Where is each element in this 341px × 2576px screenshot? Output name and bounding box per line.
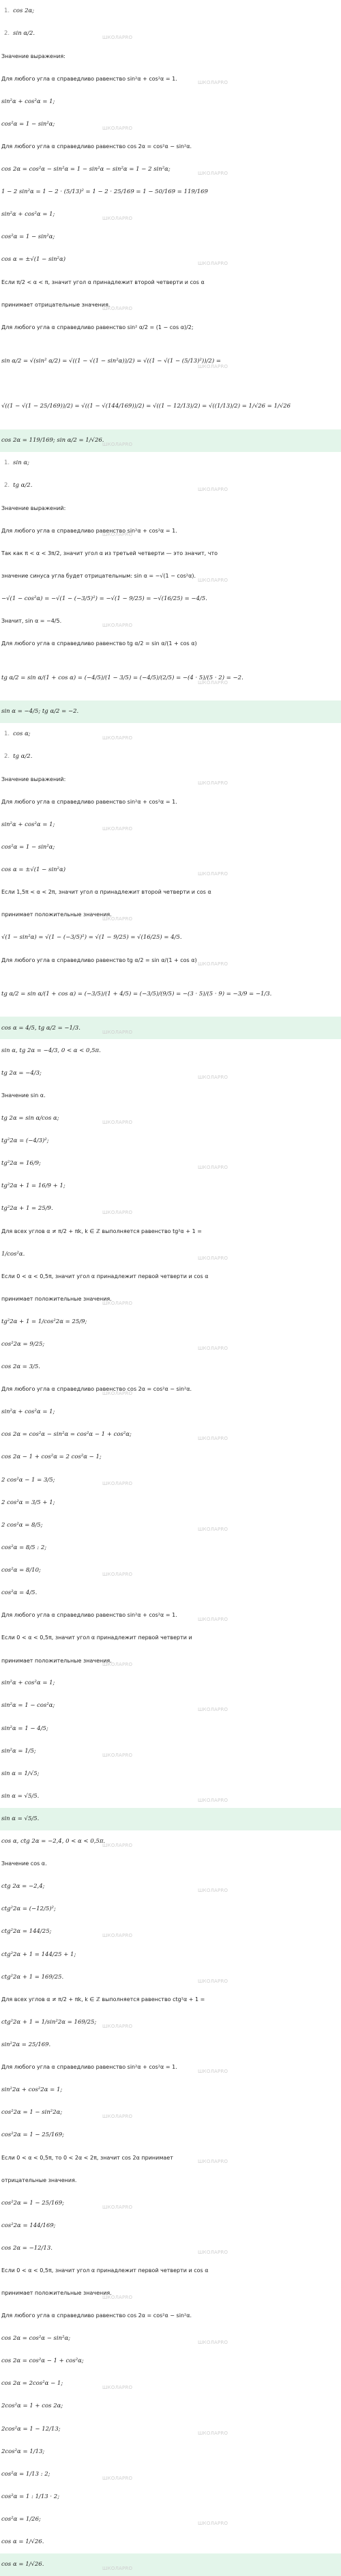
text-line — [0, 768, 341, 791]
line-text: 2cos²α = 1 + cos 2α; — [1, 2403, 63, 2410]
formula-line — [0, 0, 341, 23]
line-text: отрицательные значения. — [1, 2177, 77, 2183]
formula-line — [0, 655, 341, 700]
line-text: cos 2α = 119/169; sin α/2 = 1/√26. — [1, 437, 104, 444]
watermark-stamp: ШКОЛАPRO — [198, 2340, 228, 2346]
watermark-stamp: ШКОЛАPRO — [102, 916, 133, 922]
formula-line — [0, 2373, 341, 2395]
formula-line — [0, 2395, 341, 2418]
text-line — [0, 542, 341, 565]
line-text: ctg²2α + 1 = 1/sin²2α = 169/25; — [1, 2018, 97, 2026]
line-text: 1/cos²α. — [1, 1250, 25, 1258]
text-line — [0, 1220, 341, 1243]
watermark-stamp: ШКОЛАPRO — [198, 2159, 228, 2165]
formula-line — [0, 2192, 341, 2214]
list-number: 2. — [4, 753, 10, 761]
formula-line — [0, 2011, 341, 2034]
line-text: принимает положительные значения. — [1, 911, 112, 918]
text-line — [0, 316, 341, 339]
formula-line — [0, 1469, 341, 1491]
line-text: tg α/2 = sin α/(1 + cos α) = (−3/5)/(1 + 4/5) = (−3/5)/(9/5) = −(3 · 5)/(5 · 9) = −3/9 = −1/3. — [1, 990, 272, 997]
line-text: Значение cos α. — [1, 1860, 47, 1867]
formula-line — [0, 1062, 341, 1085]
watermark-stamp: ШКОЛАPRO — [102, 442, 133, 448]
watermark-stamp: ШКОЛАPRO — [198, 1978, 228, 1984]
line-text: ctg²2α = (−12/5)²; — [1, 1906, 56, 1913]
line-text: tg α/2 = sin α/(1 + cos α) = (−4/5)/(1 − 3/5) = (−4/5)/(2/5) = −(4 · 5)/(5 · 2) = −2. — [1, 674, 243, 681]
line-text: cos²α = 8/5 : 2; — [1, 1544, 47, 1551]
line-text: Если π/2 < α < π, значит угол α принадлежит второй четверти и cos α — [1, 279, 205, 285]
watermark-stamp: ШКОЛАPRO — [198, 1617, 228, 1623]
text-line — [0, 497, 341, 520]
line-text: cos²α = 1 − sin²α; — [1, 843, 55, 851]
line-text: ctg²2α + 1 = 144/25 + 1; — [1, 1951, 76, 1958]
formula-line — [0, 339, 341, 384]
text-line — [0, 1085, 341, 1107]
line-text: sin²2α + cos²2α = 1; — [1, 2086, 63, 2094]
formula-line — [0, 1943, 341, 1966]
answer-line — [0, 2553, 341, 2576]
line-text: Для всех углов α ≠ π/2 + πk, k ∈ ℤ выполняется равенство tg²α + 1 = — [1, 1228, 202, 1234]
text-line — [0, 68, 341, 90]
watermark-stamp: ШКОЛАPRO — [198, 961, 228, 967]
watermark-stamp: ШКОЛАPRO — [198, 1888, 228, 1894]
line-text: cos 2α = cos²α − sin²α; — [1, 2335, 71, 2343]
formula-line — [0, 2486, 341, 2508]
line-text: tg 2α = −4/3; — [1, 1069, 42, 1077]
formula-line — [0, 226, 341, 249]
text-line — [0, 949, 341, 972]
formula-line — [0, 1130, 341, 1152]
line-text: sin α = −4/5; tg α/2 = −2. — [1, 708, 79, 716]
watermark-stamp: ШКОЛАPRO — [102, 1481, 133, 1487]
formula-line — [0, 2079, 341, 2101]
line-text: Для любого угла α справедливо равенство sin²α + cos²α = 1. — [1, 75, 177, 82]
formula-line — [0, 588, 341, 610]
line-text: tg 2α = sin α/cos α; — [1, 1114, 59, 1122]
line-text: 2cos²α = 1/13; — [1, 2448, 45, 2455]
text-line — [0, 294, 341, 316]
line-text: Если 0 < α < 0,5π, то 0 < 2α < 2π, значит cos 2α принимает — [1, 2154, 173, 2161]
text-line — [0, 1853, 341, 1876]
formula-line — [0, 1356, 341, 1378]
list-number: 2. — [4, 482, 10, 490]
watermark-stamp: ШКОЛАPRO — [198, 487, 228, 493]
text-line — [0, 1378, 341, 1401]
line-text: Для любого угла α справедливо равенство tg α/2 = sin α/(1 + cos α) — [1, 640, 197, 647]
watermark-stamp: ШКОЛАPRO — [102, 1933, 133, 1939]
line-text: cos α, ctg 2α = −2,4, 0 < α < 0,5π. — [1, 1838, 106, 1845]
watermark-stamp: ШКОЛАPRO — [102, 216, 133, 222]
line-text: 2 cos²α = 8/5; — [1, 1521, 43, 1529]
watermark-stamp: ШКОЛАPRO — [102, 2385, 133, 2391]
formula-line — [0, 23, 341, 45]
line-text: cos α = ±√(1 − sin²α) — [1, 866, 66, 873]
formula-line — [0, 723, 341, 746]
line-text: cos²α = 1/13 : 2; — [1, 2470, 50, 2478]
line-text: ctg 2α = −2,4; — [1, 1883, 45, 1891]
line-text: Для любого угла α справедливо равенство sin²α + cos²α = 1. — [1, 527, 177, 534]
line-text: tg α/2. — [13, 753, 33, 761]
line-text: cos α = 4/5, tg α/2 = −1/3. — [1, 1024, 80, 1032]
text-line — [0, 1650, 341, 1672]
line-text: cos 2α = cos²α − sin²α = cos²α − 1 + cos²α; — [1, 1431, 132, 1439]
formula-line — [0, 1198, 341, 1220]
formula-line — [0, 2350, 341, 2373]
line-text: Для любого угла α справедливо равенство cos 2α = cos²α − sin²α. — [1, 2312, 192, 2319]
line-text: sin α/2. — [13, 30, 35, 38]
line-text: sin²α + cos²α = 1; — [1, 1680, 55, 1687]
formula-line — [0, 1039, 341, 1062]
line-text: cos²α = 4/5. — [1, 1589, 38, 1596]
line-text: 2cos²α = 1 − 12/13; — [1, 2425, 61, 2433]
formula-line — [0, 1243, 341, 1265]
line-text: sin²α = 1 − 4/5; — [1, 1725, 48, 1732]
formula-line — [0, 384, 341, 429]
formula-line — [0, 1695, 341, 1717]
text-line — [0, 610, 341, 633]
text-line — [0, 1265, 341, 1288]
formula-line — [0, 2327, 341, 2350]
line-text: sin²2α = 25/169. — [1, 2041, 51, 2048]
line-text: 2 cos²α = 3/5 + 1; — [1, 1499, 55, 1506]
answer-line — [0, 1808, 341, 1830]
text-line — [0, 2056, 341, 2079]
text-line — [0, 2305, 341, 2327]
line-text: Так как π < α < 3π/2, значит угол α из третьей четверти — это значит, что — [1, 550, 218, 556]
text-line — [0, 565, 341, 587]
line-text: значение синуса угла будет отрицательным: sin α = −√(1 − cos²α). — [1, 572, 196, 579]
answer-line — [0, 700, 341, 723]
formula-line — [0, 2440, 341, 2463]
watermark-stamp: ШКОЛАPRO — [198, 2430, 228, 2436]
line-text: Если 0 < α < 0,5π, значит угол α принадлежит первой четверти и cos α — [1, 1273, 209, 1279]
text-line — [0, 1288, 341, 1311]
watermark-stamp: ШКОЛАPRO — [102, 2023, 133, 2029]
line-text: Для всех углов α ≠ π/2 + πk, k ∈ ℤ выполняется равенство ctg²α + 1 = — [1, 1996, 205, 2003]
line-text: sin²α + cos²α = 1; — [1, 211, 55, 218]
text-line — [0, 2260, 341, 2282]
watermark-stamp: ШКОЛАPRO — [102, 735, 133, 741]
formula-line — [0, 2463, 341, 2486]
formula-line — [0, 1785, 341, 1808]
line-text: cos α; — [13, 731, 31, 738]
line-text: принимает отрицательные значения. — [1, 301, 110, 308]
line-text: cos²α = 8/10; — [1, 1566, 41, 1574]
watermark-stamp: ШКОЛАPRO — [198, 1707, 228, 1713]
line-text: Значение выражений: — [1, 776, 66, 782]
watermark-stamp: ШКОЛАPRO — [198, 170, 228, 176]
line-text: cos α = 1/√26. — [1, 2561, 44, 2568]
line-text: Для любого угла α справедливо равенство sin²α + cos²α = 1. — [1, 1612, 177, 1619]
formula-line — [0, 1672, 341, 1695]
text-line — [0, 2169, 341, 2192]
line-text: tg²2α + 1 = 1/cos²2α = 25/9; — [1, 1318, 87, 1325]
watermark-stamp: ШКОЛАPRO — [102, 1571, 133, 1577]
formula-line — [0, 2101, 341, 2124]
watermark-stamp: ШКОЛАPRO — [198, 1526, 228, 1532]
line-text: ctg²2α + 1 = 169/25. — [1, 1973, 64, 1981]
text-line — [0, 520, 341, 542]
line-text: Для любого угла α справедливо равенство cos 2α = cos²α − sin²α. — [1, 143, 192, 150]
line-text: cos α = 1/√26. — [1, 2538, 44, 2546]
formula-line — [0, 90, 341, 113]
formula-line — [0, 2034, 341, 2056]
formula-line — [0, 1175, 341, 1198]
line-text: Если 1,5π < α < 2π, значит угол α принадлежит второй четверти и cos α — [1, 889, 211, 896]
formula-line — [0, 813, 341, 836]
watermark-stamp: ШКОЛАPRO — [102, 2114, 133, 2120]
formula-line — [0, 1537, 341, 1559]
watermark-stamp: ШКОЛАPRO — [102, 1029, 133, 1035]
formula-line — [0, 859, 341, 881]
watermark-stamp: ШКОЛАPRO — [102, 825, 133, 832]
watermark-stamp: ШКОЛАPRO — [102, 1300, 133, 1306]
text-line — [0, 2282, 341, 2305]
formula-line — [0, 1107, 341, 1130]
watermark-stamp: ШКОЛАPRO — [102, 532, 133, 538]
line-text: Для любого угла α справедливо равенство sin² α/2 = (1 − cos α)/2; — [1, 324, 194, 330]
text-line — [0, 904, 341, 926]
watermark-stamp: ШКОЛАPRO — [198, 363, 228, 369]
line-text: cos 2α; — [13, 8, 35, 15]
formula-line — [0, 2214, 341, 2237]
formula-line — [0, 475, 341, 497]
list-number: 2. — [4, 30, 10, 38]
line-text: cos 2α − 1 + cos²α = 2 cos²α − 1; — [1, 1454, 102, 1461]
line-text: √(1 − sin²α) = √(1 − (−3/5)²) = √(1 − 9/25) = √(16/25) = 4/5. — [1, 934, 182, 942]
watermark-stamp: ШКОЛАPRO — [102, 35, 133, 41]
watermark-stamp: ШКОЛАPRO — [102, 1119, 133, 1125]
formula-line — [0, 1514, 341, 1536]
watermark-stamp: ШКОЛАPRO — [102, 2294, 133, 2300]
formula-line — [0, 926, 341, 949]
line-text: ctg²2α = 144/25; — [1, 1928, 52, 1936]
line-text: Для любого угла α справедливо равенство sin²α + cos²α = 1. — [1, 2064, 177, 2071]
list-number: 1. — [4, 731, 10, 738]
watermark-stamp: ШКОЛАPRO — [102, 2475, 133, 2481]
watermark-stamp: ШКОЛАPRO — [198, 577, 228, 583]
text-line — [0, 136, 341, 158]
watermark-stamp: ШКОЛАPRO — [198, 2520, 228, 2526]
formula-line — [0, 113, 341, 135]
line-text: cos²α = 1/26; — [1, 2515, 41, 2523]
line-text: принимает положительные значения. — [1, 2290, 112, 2297]
watermark-stamp: ШКОЛАPRO — [102, 1752, 133, 1758]
line-text: sin α = 1/√5; — [1, 1770, 40, 1777]
formula-line — [0, 1559, 341, 1582]
formula-line — [0, 1740, 341, 1762]
formula-line — [0, 746, 341, 768]
line-text: cos 2α = −12/13. — [1, 2244, 53, 2252]
formula-line — [0, 181, 341, 203]
formula-line — [0, 1333, 341, 1356]
watermark-stamp: ШКОЛАPRO — [102, 622, 133, 628]
line-text: tg²2α = (−4/3)²; — [1, 1137, 49, 1145]
line-text: sin α/2 = √(sin² α/2) = √((1 − √(1 − sin²α))/2) = √((1 − √(1 − (5/13)²))/2) = — [1, 358, 221, 365]
answer-line — [0, 429, 341, 452]
watermark-stamp: ШКОЛАPRO — [198, 1255, 228, 1261]
formula-line — [0, 2124, 341, 2147]
watermark-stamp: ШКОЛАPRO — [102, 1210, 133, 1216]
formula-line — [0, 1424, 341, 1446]
watermark-stamp: ШКОЛАPRO — [198, 261, 228, 267]
formula-line — [0, 249, 341, 271]
line-text: Значит, sin α = −4/5. — [1, 618, 62, 625]
text-line — [0, 1627, 341, 1650]
watermark-stamp: ШКОЛАPRO — [198, 680, 228, 686]
line-text: принимает положительные значения. — [1, 1296, 112, 1303]
formula-line — [0, 203, 341, 226]
text-line — [0, 881, 341, 904]
line-text: cos²2α = 1 − sin²2α; — [1, 2109, 63, 2117]
line-text: tg α/2. — [13, 482, 33, 490]
watermark-stamp: ШКОЛАPRO — [102, 1391, 133, 1397]
formula-line — [0, 1491, 341, 1514]
text-line — [0, 271, 341, 294]
formula-line — [0, 1830, 341, 1853]
formula-line — [0, 158, 341, 181]
text-line — [0, 633, 341, 655]
formula-line — [0, 2508, 341, 2531]
watermark-stamp: ШКОЛАPRO — [102, 1662, 133, 1668]
list-number: 1. — [4, 8, 10, 15]
text-line — [0, 1988, 341, 2011]
answer-line — [0, 1017, 341, 1039]
formula-line — [0, 1401, 341, 1424]
line-text: cos²α = 1 : 1/13 · 2; — [1, 2493, 60, 2500]
line-text: Значение выражения: — [1, 53, 65, 59]
formula-line — [0, 1898, 341, 1921]
watermark-stamp: ШКОЛАPRO — [198, 1074, 228, 1080]
formula-line — [0, 1763, 341, 1785]
watermark-stamp: ШКОЛАPRO — [198, 1345, 228, 1351]
line-text: cos²α = 1 − sin²α; — [1, 120, 55, 128]
formula-line — [0, 1876, 341, 1898]
line-text: Если 0 < α < 0,5π, значит угол α принадлежит первой четверти и — [1, 1634, 192, 1641]
line-text: tg²2α + 1 = 25/9. — [1, 1205, 53, 1213]
formula-line — [0, 1152, 341, 1175]
line-text: sin²α = 1/5; — [1, 1747, 36, 1755]
line-text: sin²α + cos²α = 1; — [1, 821, 55, 828]
watermark-stamp: ШКОЛАPRO — [198, 871, 228, 877]
formula-line — [0, 2237, 341, 2260]
formula-line — [0, 1446, 341, 1469]
line-text: cos²2α = 9/25; — [1, 1340, 45, 1348]
line-text: принимает положительные значения. — [1, 1657, 112, 1664]
watermark-stamp: ШКОЛАPRO — [198, 2068, 228, 2074]
line-text: cos 2α = 2cos²α − 1; — [1, 2380, 63, 2388]
text-line — [0, 45, 341, 68]
formula-line — [0, 2418, 341, 2440]
line-text: sin²α + cos²α = 1; — [1, 98, 55, 105]
formula-line — [0, 1582, 341, 1604]
formula-line — [0, 1921, 341, 1943]
line-text: 2 cos²α − 1 = 3/5; — [1, 1476, 55, 1484]
list-number: 1. — [4, 459, 10, 467]
line-text: Если 0 < α < 0,5π, значит угол α принадлежит первой четверти и cos α — [1, 2267, 209, 2274]
line-text: Для любого угла α справедливо равенство cos 2α = cos²α − sin²α. — [1, 1386, 192, 1393]
watermark-stamp: ШКОЛАPRO — [198, 1165, 228, 1171]
formula-line — [0, 972, 341, 1017]
line-text: cos²2α = 1 − 25/169; — [1, 2132, 65, 2139]
line-text: tg²2α = 16/9; — [1, 1160, 41, 1167]
line-text: sin²α + cos²α = 1; — [1, 1409, 55, 1416]
watermark-stamp: ШКОЛАPRO — [102, 1843, 133, 1849]
line-text: cos²2α = 144/169; — [1, 2222, 56, 2229]
line-text: cos α = ±√(1 − sin²α) — [1, 256, 66, 264]
watermark-stamp: ШКОЛАPRO — [102, 2566, 133, 2572]
watermark-stamp: ШКОЛАPRO — [102, 125, 133, 131]
line-text: cos²α = 1 − sin²α; — [1, 233, 55, 241]
line-text: Значение sin α. — [1, 1092, 46, 1099]
watermark-stamp: ШКОЛАPRO — [198, 2249, 228, 2255]
line-text: sin α = √5/5. — [1, 1792, 40, 1800]
formula-line — [0, 1966, 341, 1988]
text-line — [0, 2147, 341, 2169]
line-text: cos 2α = cos²α − sin²α = 1 − sin²α − sin²α = 1 − 2 sin²α; — [1, 165, 170, 173]
line-text: sin α; — [13, 459, 29, 467]
line-text: √((1 − √(1 − 25/169))/2) = √((1 − √(144/169))/2) = √((1 − 12/13)/2) = √((1/13)/2) = 1/√26 = 1/√26 — [1, 403, 291, 410]
line-text: sin α = √5/5. — [1, 1815, 40, 1822]
formula-line — [0, 836, 341, 859]
text-line — [0, 1604, 341, 1627]
formula-line — [0, 2531, 341, 2553]
formula-line — [0, 452, 341, 475]
line-text: cos 2α = cos²α − 1 + cos²α; — [1, 2358, 84, 2365]
watermark-stamp: ШКОЛАPRO — [102, 2204, 133, 2210]
line-text: cos²2α = 1 − 25/169; — [1, 2199, 65, 2207]
line-text: Для любого угла α справедливо равенство tg α/2 = sin α/(1 + cos α) — [1, 957, 197, 963]
watermark-stamp: ШКОЛАPRO — [198, 1436, 228, 1442]
line-text: sin²α = 1 − cos²α; — [1, 1702, 55, 1710]
watermark-stamp: ШКОЛАPRO — [198, 80, 228, 86]
formula-line — [0, 1311, 341, 1333]
line-text: 1 − 2 sin²α = 1 − 2 · (5/13)² = 1 − 2 · 25/169 = 1 − 50/169 = 119/169 — [1, 188, 208, 195]
line-text: tg²2α + 1 = 16/9 + 1; — [1, 1183, 65, 1190]
line-text: Значение выражений: — [1, 505, 66, 511]
line-text: −√(1 − cos²α) = −√(1 − (−3/5)²) = −√(1 − 9/25) = −√(16/25) = −4/5. — [1, 595, 207, 602]
text-line — [0, 791, 341, 813]
line-text: cos 2α = 3/5. — [1, 1363, 40, 1371]
line-text: sin α, tg 2α = −4/3, 0 < α < 0,5π. — [1, 1047, 101, 1054]
line-text: Для любого угла α справедливо равенство sin²α + cos²α = 1. — [1, 798, 177, 805]
formula-line — [0, 1717, 341, 1740]
watermark-stamp: ШКОЛАPRO — [102, 306, 133, 312]
watermark-stamp: ШКОЛАPRO — [198, 1797, 228, 1803]
watermark-stamp: ШКОЛАPRO — [198, 780, 228, 787]
